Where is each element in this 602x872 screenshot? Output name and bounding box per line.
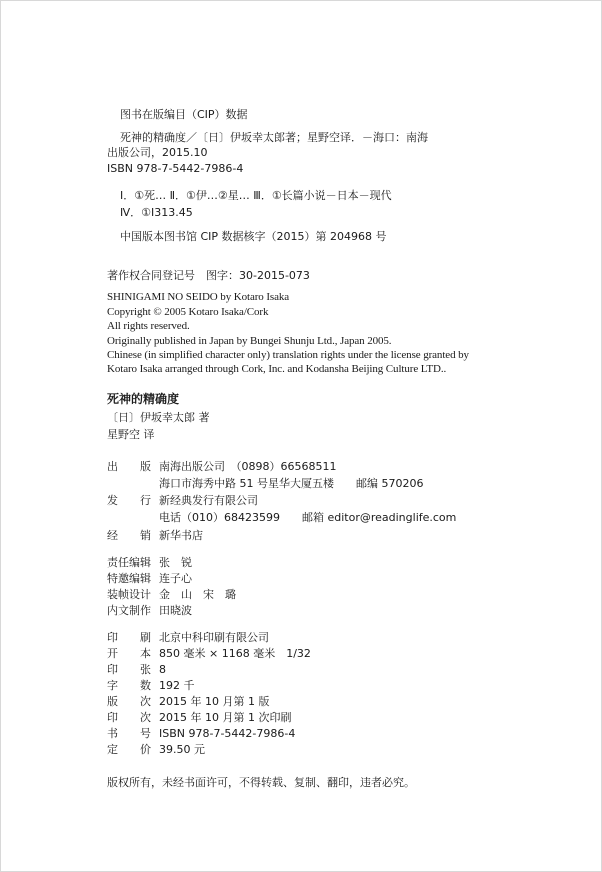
spec-row — [107, 711, 291, 724]
spec-value: 北京中科印刷有限公司 — [159, 631, 269, 644]
english-line-5: Chinese (in simplified character only) translation rights under the license granted by — [107, 349, 469, 361]
cip-isbn: ISBN 978-7-5442-7986-4 — [107, 162, 244, 175]
spec-value: 850 毫米 × 1168 毫米 1/32 — [159, 647, 311, 660]
publisher-label: 出 版 — [107, 460, 151, 473]
cip-heading: 图书在版编目（CIP）数据 — [120, 108, 248, 121]
spec-value: 39.50 元 — [159, 743, 205, 756]
cip-classification-1: Ⅰ．①死… Ⅱ．①伊…②星… Ⅲ．①长篇小说－日本－现代 — [120, 189, 392, 202]
spec-row — [107, 727, 295, 740]
spec-value: 8 — [159, 663, 166, 676]
spec-label: 字 数 — [107, 679, 151, 692]
staff-label: 特邀编辑 — [107, 572, 151, 585]
spec-label: 书 号 — [107, 727, 151, 740]
english-line-3: All rights reserved. — [107, 320, 190, 332]
cip-line-2: 出版公司，2015.10 — [107, 146, 208, 159]
book-title: 死神的精确度 — [107, 392, 180, 406]
spec-label: 印 张 — [107, 663, 151, 676]
spec-row — [107, 743, 205, 756]
staff-label: 装帧设计 — [107, 588, 151, 601]
english-line-6: Kotaro Isaka arranged through Cork, Inc. and Kodansha Beijing Culture LTD.. — [107, 363, 447, 375]
cip-classification-2: Ⅳ．①I313.45 — [120, 206, 193, 219]
staff-row — [107, 588, 236, 601]
spec-label: 开 本 — [107, 647, 151, 660]
seller-row — [107, 529, 203, 542]
english-line-4: Originally published in Japan by Bungei Shunju Ltd., Japan 2005. — [107, 335, 392, 347]
spec-value: ISBN 978-7-5442-7986-4 — [159, 727, 296, 740]
staff-value: 张 锐 — [159, 556, 192, 569]
spec-row — [107, 647, 311, 660]
distributor-value: 新经典发行有限公司 — [159, 494, 258, 507]
book-author: 〔日〕伊坂幸太郎 著 — [107, 411, 210, 424]
book-translator: 星野空 译 — [107, 428, 155, 441]
english-line-1: SHINIGAMI NO SEIDO by Kotaro Isaka — [107, 291, 290, 303]
cip-record-number: 中国版本图书馆 CIP 数据核字（2015）第 204968 号 — [120, 230, 387, 243]
spec-label: 定 价 — [107, 743, 151, 756]
spec-value: 2015 年 10 月第 1 版 — [159, 695, 270, 708]
distributor-label: 发 行 — [107, 494, 151, 507]
publisher-row — [107, 460, 336, 473]
staff-label: 责任编辑 — [107, 556, 151, 569]
publisher-address: 海口市海秀中路 51 号星华大厦五楼 邮编 570206 — [159, 477, 424, 490]
cip-line-1: 死神的精确度／〔日〕伊坂幸太郎著；星野空译．－海口：南海 — [120, 131, 428, 144]
seller-label: 经 销 — [107, 529, 151, 542]
spec-row — [107, 695, 269, 708]
publisher-value: 南海出版公司 （0898）66568511 — [159, 460, 337, 473]
staff-row — [107, 556, 192, 569]
spec-value: 2015 年 10 月第 1 次印刷 — [159, 711, 292, 724]
spec-value: 192 千 — [159, 679, 195, 692]
staff-value: 金 山 宋 璐 — [159, 588, 236, 601]
spec-label: 印 刷 — [107, 631, 151, 644]
spec-row — [107, 663, 166, 676]
english-line-2: Copyright © 2005 Kotaro Isaka/Cork — [107, 306, 269, 318]
staff-row — [107, 572, 192, 585]
copyright-registration: 著作权合同登记号 图字：30-2015-073 — [107, 269, 310, 282]
spec-label: 印 次 — [107, 711, 151, 724]
staff-value: 田晓波 — [159, 604, 192, 617]
staff-label: 内文制作 — [107, 604, 151, 617]
distributor-contact: 电话（010）68423599 邮箱 editor@readinglife.com — [159, 511, 457, 524]
rights-notice: 版权所有，未经书面许可，不得转载、复制、翻印，违者必究。 — [107, 776, 415, 789]
spec-row — [107, 631, 269, 644]
spec-label: 版 次 — [107, 695, 151, 708]
staff-row — [107, 604, 192, 617]
seller-value: 新华书店 — [159, 529, 203, 542]
spec-row — [107, 679, 195, 692]
staff-value: 连子心 — [159, 572, 192, 585]
distributor-row — [107, 494, 258, 507]
